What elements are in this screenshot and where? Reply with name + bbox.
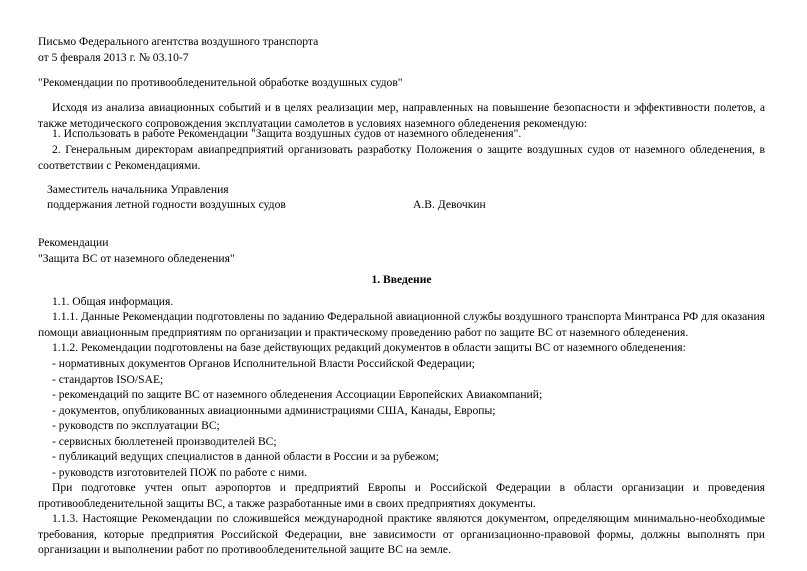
paragraph-1-1-2: 1.1.2. Рекомендации подготовлены на базе действующих редакций документов в области защиты ВС от наземного обледенения: [52,341,686,354]
list-item: - руководств по эксплуатации ВС; [52,419,220,432]
list-item: - руководств изготовителей ПОЖ по работе с ними. [52,465,308,479]
section-heading: 1. Введение [371,273,432,286]
paragraph-1-1-1: 1.1.1. Данные Рекомендации подготовлены по заданию Федеральной авиационной службы воздушного транспорта Минтранса РФ для оказания помощи авиационным предприятиям по организации и практическому проведению работ по защите ВС от наземного обледенения. [38,310,765,339]
letter-title [38,75,765,91]
list-item: - стандартов ISO/SAE; [52,372,164,386]
signature-name: А.В. Девочкин [413,198,486,211]
letter-header [38,34,765,65]
paragraph-1-1-3: 1.1.3. Настоящие Рекомендации по сложившейся международной практике являются документом, определяющим минимально-необходимые требования, которые предприятия Российской Федерации, вне зависимости от организационно-правовой формы, должны выполнять при организации и выполнении работ по противообледенительной защите ВС на земле. [38,512,765,556]
letter-intro: Исходя из анализа авиационных событий и в целях реализации мер, направленных на повышение безопасности и эффективности полетов, а также методического сопровождения эксплуатации самолетов в условиях наземного обледенения рекомендую: [38,101,765,130]
recommendations-title: "Защита ВС от наземного обледенения" [38,251,235,265]
recommendations-label: Рекомендации [38,236,109,249]
recommendations-heading [38,235,765,266]
letter-title-text: "Рекомендации по противообледенительной обработке воздушных судов" [38,76,403,89]
header-line-2: от 5 февраля 2013 г. № 03.10-7 [38,50,189,64]
header-line-1: Письмо Федерального агентства воздушного транспорта [38,35,319,48]
paragraph-1-1: 1.1. Общая информация. [52,295,174,308]
list-item: - сервисных бюллетеней производителей ВС; [52,434,277,448]
list-item: - рекомендаций по защите ВС от наземного обледенения Ассоциации Европейских Авиакомпаний; [52,388,543,401]
signature-position-line-2: поддержания летной годности воздушных судов [47,198,286,211]
list-item: - публикаций ведущих специалистов в данной области в России и за рубежом; [52,450,439,463]
list-item: - нормативных документов Органов Исполнительной Власти Российской Федерации; [52,357,475,370]
letter-item-2: 2. Генеральным директорам авиапредприятий организовать разработку Положения о защите воздушных судов от наземного обледенения, в соответствии с Рекомендациями. [38,143,765,172]
list-item: - документов, опубликованных авиационными администрациями США, Канады, Европы; [52,403,496,417]
document-list [38,356,765,480]
signature-position-line-1: Заместитель начальника Управления [47,183,229,196]
letter-item-1: 1. Использовать в работе Рекомендации "Защита воздушных судов от наземного обледенения". [52,127,522,140]
paragraph-experience: При подготовке учтен опыт аэропортов и предприятий Европы и Российской Федерации в области организации и проведения противообледенительной защиты ВС, а также разработанные ими в своих предприятиях документы. [38,481,765,510]
